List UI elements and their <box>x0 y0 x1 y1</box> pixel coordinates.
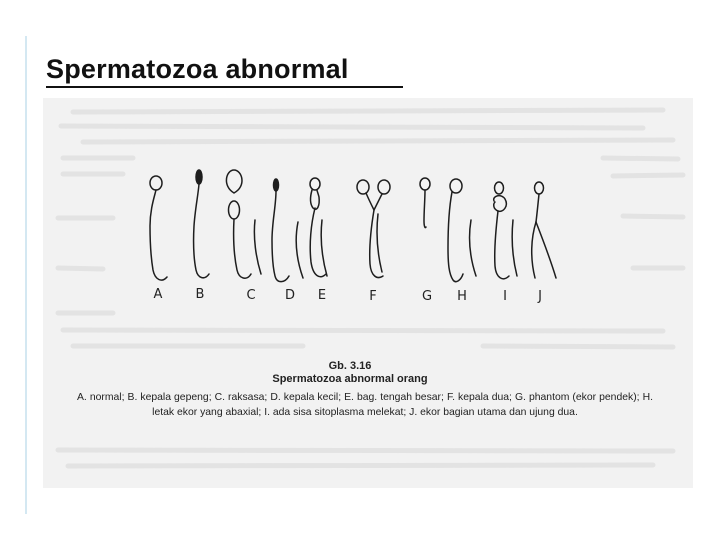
title-underline <box>46 86 403 88</box>
sperm-diagram <box>43 98 693 358</box>
sperm-b-flat-head <box>194 170 209 278</box>
figure-caption <box>43 360 693 420</box>
scanned-figure <box>43 98 693 488</box>
sperm-g-phantom <box>420 178 430 228</box>
sperm-f-double-head <box>357 180 390 278</box>
sperm-d-small-head <box>272 179 303 282</box>
label-i: I <box>503 289 507 304</box>
slide-title: Spermatozoa abnormal <box>46 54 349 84</box>
sperm-i-cytoplasm-droplet <box>494 182 517 279</box>
label-g: G <box>421 289 433 304</box>
slide-accent-line <box>25 36 27 514</box>
label-a: A <box>153 287 163 302</box>
sperm-j-double-tail <box>532 182 556 278</box>
figure-description: A. normal; B. kepala gepeng; C. raksasa; D. kepala kecil; E. bag. tengah besar; F. kepala dua; G. phantom (ekor pendek); H. letak ekor yang abaxial; I. ada sisa sitoplasma melekat; J. ekor bagian utama dan ujung dua. <box>77 392 653 418</box>
sperm-labels <box>154 287 542 304</box>
sperm-a-normal <box>150 176 167 280</box>
label-d: D <box>284 288 296 303</box>
label-c: C <box>246 288 256 303</box>
label-f: F <box>369 289 377 304</box>
sperm-c-giant <box>226 170 261 278</box>
label-e: E <box>317 288 327 303</box>
figure-heading: Spermatozoa abnormal orang <box>272 373 428 385</box>
label-j: J <box>538 289 542 304</box>
figure-number: Gb. 3.16 <box>328 360 372 372</box>
sperm-h-abaxial-tail <box>448 179 476 282</box>
sperm-e-thick-midpiece <box>310 178 327 277</box>
label-h: H <box>457 289 467 304</box>
label-b: B <box>195 287 205 302</box>
